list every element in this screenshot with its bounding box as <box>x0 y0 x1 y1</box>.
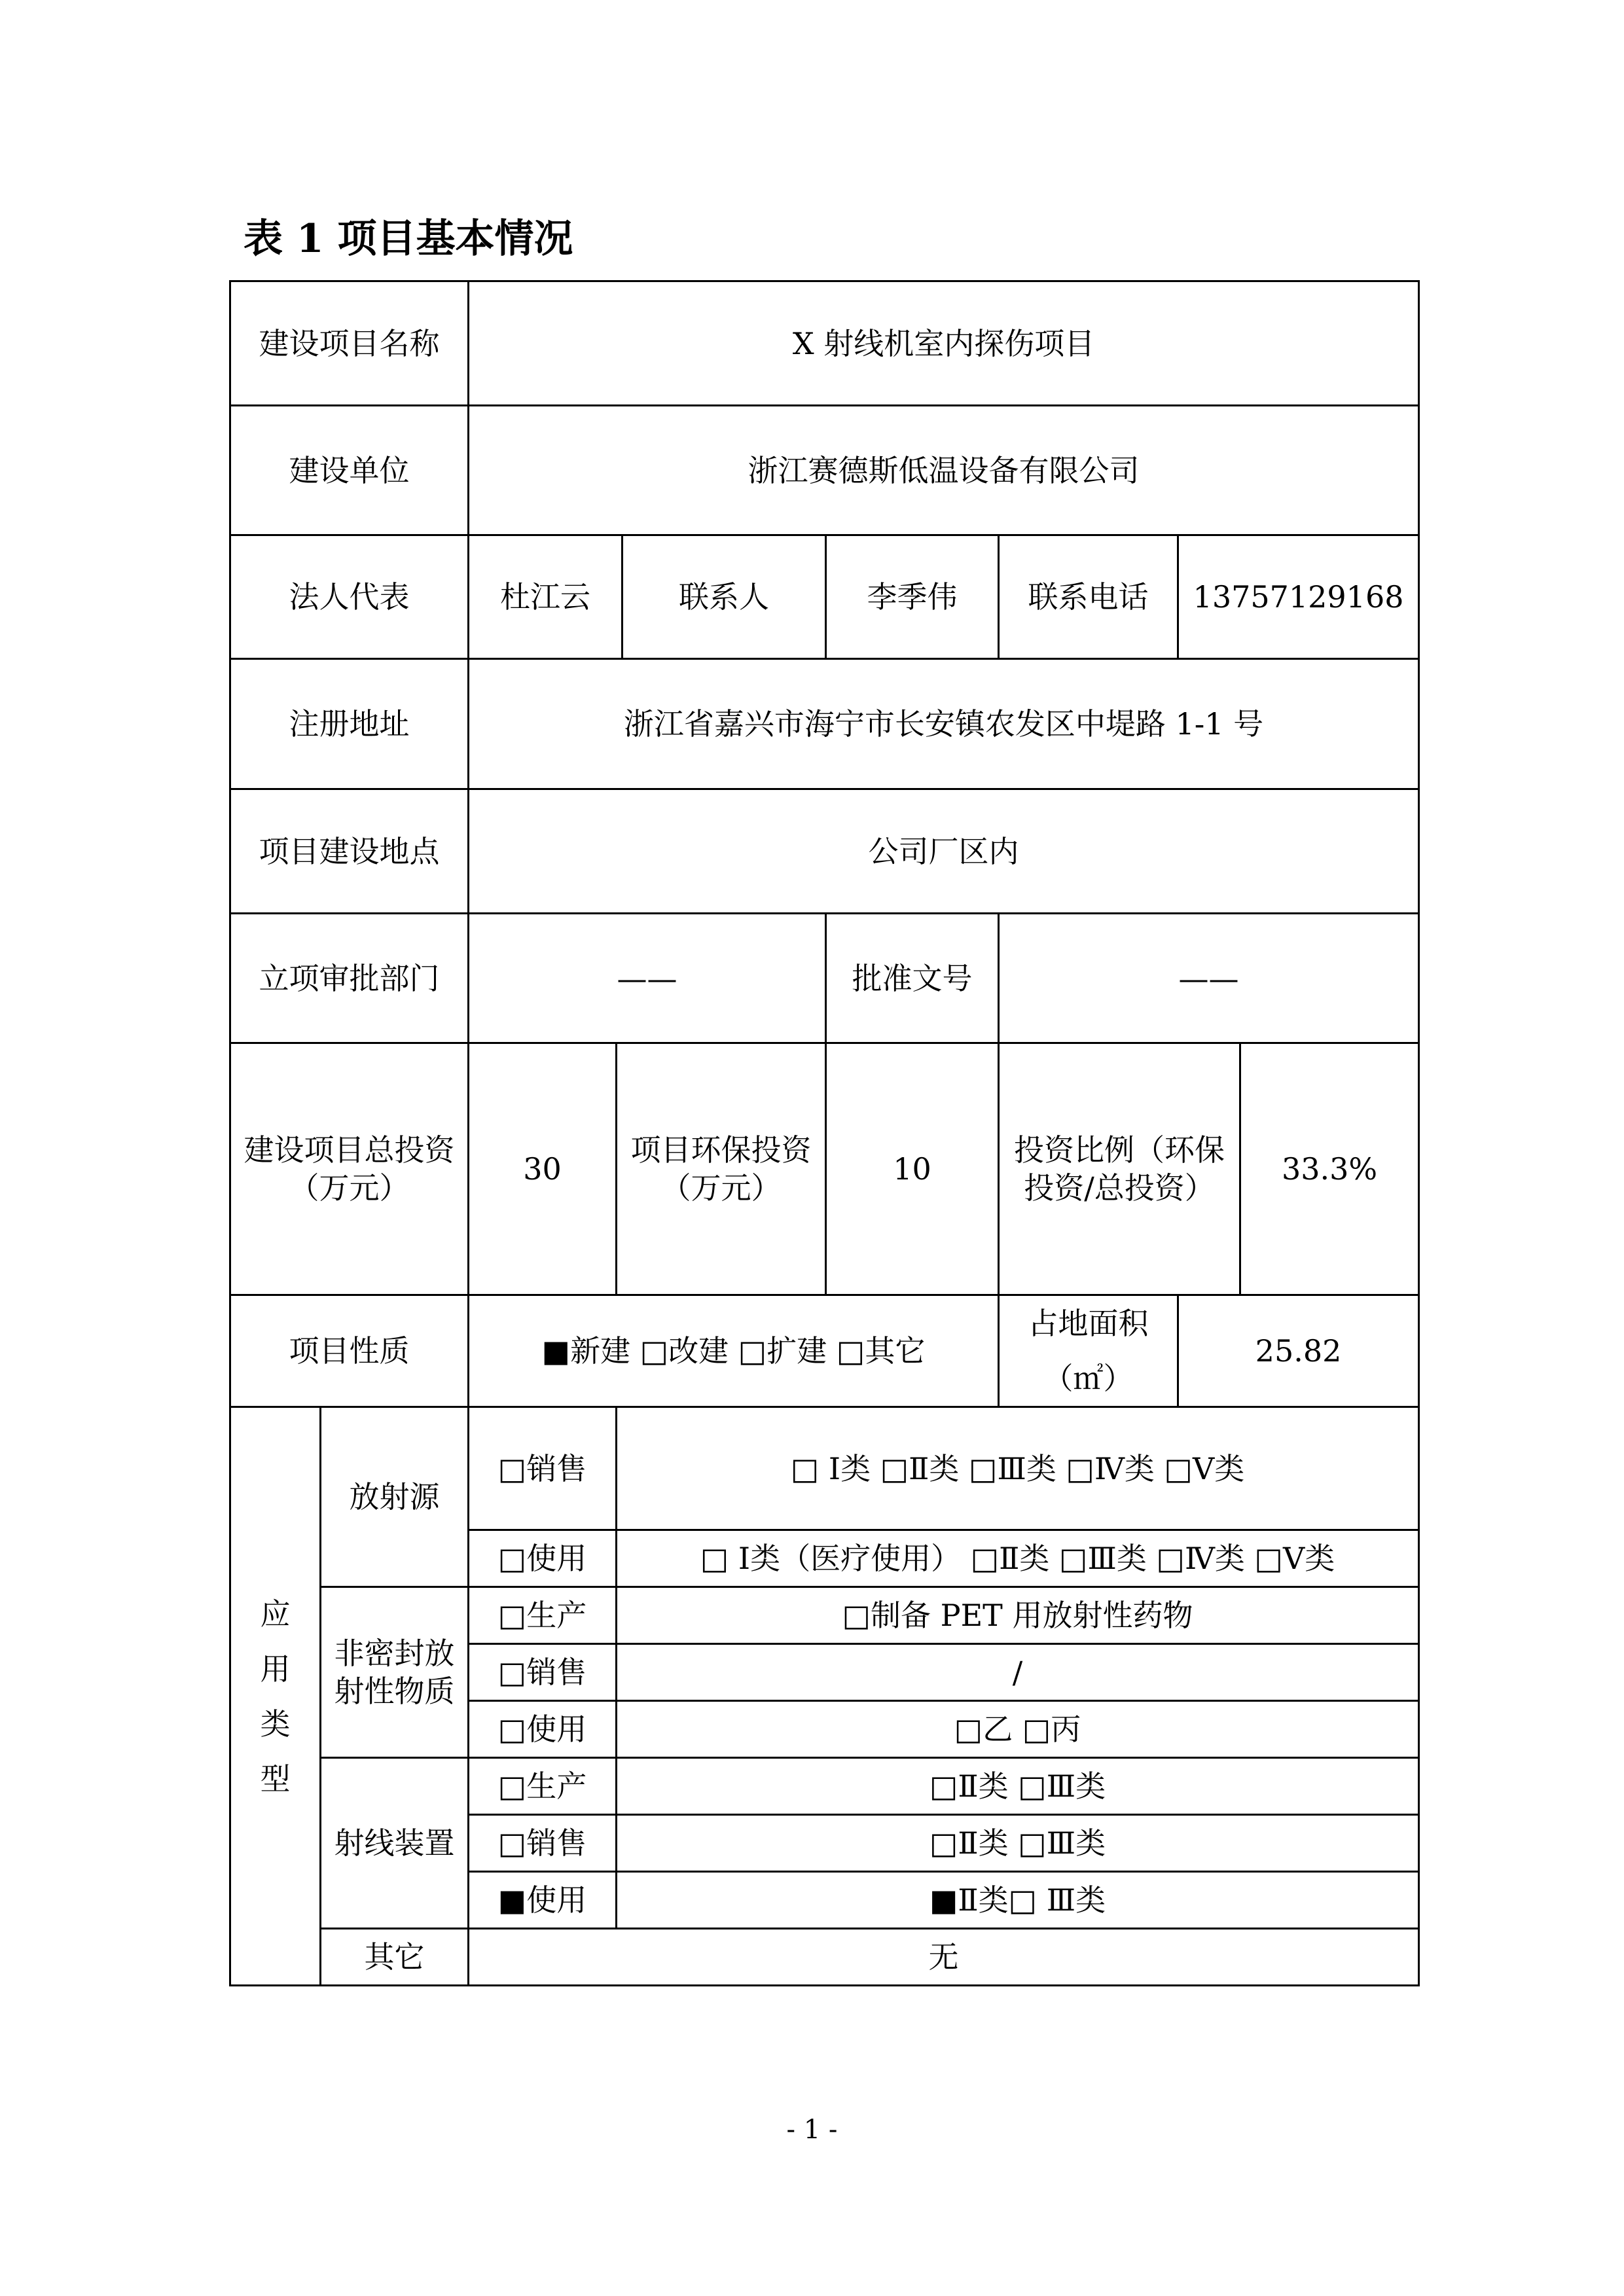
investment-ratio-label: 投资比例（环保投资/总投资） <box>999 1043 1240 1295</box>
row-other <box>230 1929 1419 1986</box>
site-value: 公司厂区内 <box>469 789 1419 914</box>
contact-value: 李季伟 <box>826 535 999 659</box>
source-use-classes: □ Ⅰ类（医疗使用） □Ⅱ类 □Ⅲ类 □Ⅳ类 □Ⅴ类 <box>617 1530 1419 1587</box>
env-investment-label: 项目环保投资（万元） <box>617 1043 826 1295</box>
site-label: 项目建设地点 <box>230 789 469 914</box>
row-unit <box>230 406 1419 535</box>
approval-label: 立项审批部门 <box>230 914 469 1043</box>
device-produce-option: □生产 <box>469 1758 617 1815</box>
unsealed-use-classes: □乙 □丙 <box>617 1701 1419 1758</box>
approval-value: —— <box>469 914 826 1043</box>
row-approval <box>230 914 1419 1043</box>
row-address <box>230 659 1419 789</box>
application-type-text: 应用类型 <box>260 1596 291 1797</box>
unsealed-produce-classes: □制备 PET 用放射性药物 <box>617 1587 1419 1644</box>
unsealed-produce-option: □生产 <box>469 1587 617 1644</box>
project-name-label: 建设项目名称 <box>230 281 469 406</box>
application-type-label <box>230 1407 321 1986</box>
device-sell-option: □销售 <box>469 1815 617 1872</box>
source-label: 放射源 <box>321 1407 469 1587</box>
page-number: - 1 - <box>786 2115 838 2145</box>
other-value: 无 <box>469 1929 1419 1986</box>
device-use-classes: ■Ⅱ类□ Ⅲ类 <box>617 1872 1419 1929</box>
area-value: 25.82 <box>1178 1295 1419 1407</box>
row-source-sell <box>230 1407 1419 1530</box>
row-project-name <box>230 281 1419 406</box>
source-sell-classes: □ Ⅰ类 □Ⅱ类 □Ⅲ类 □Ⅳ类 □Ⅴ类 <box>617 1407 1419 1530</box>
total-investment-label: 建设项目总投资（万元） <box>230 1043 469 1295</box>
row-unsealed-produce <box>230 1587 1419 1644</box>
nature-options: ■新建 □改建 □扩建 □其它 <box>469 1295 999 1407</box>
row-site <box>230 789 1419 914</box>
address-value: 浙江省嘉兴市海宁市长安镇农发区中堤路 1-1 号 <box>469 659 1419 789</box>
device-use-option: ■使用 <box>469 1872 617 1929</box>
doc-number-value: —— <box>999 914 1419 1043</box>
project-name-value: X 射线机室内探伤项目 <box>469 281 1419 406</box>
device-produce-classes: □Ⅱ类 □Ⅲ类 <box>617 1758 1419 1815</box>
unit-label: 建设单位 <box>230 406 469 535</box>
phone-value: 13757129168 <box>1178 535 1419 659</box>
project-info-table <box>229 280 1418 1975</box>
unsealed-sell-classes: / <box>617 1644 1419 1701</box>
device-sell-classes: □Ⅱ类 □Ⅲ类 <box>617 1815 1419 1872</box>
source-sell-option: □销售 <box>469 1407 617 1530</box>
row-investment <box>230 1043 1419 1295</box>
legal-value: 杜江云 <box>469 535 623 659</box>
row-nature <box>230 1295 1419 1407</box>
source-use-option: □使用 <box>469 1530 617 1587</box>
env-investment-value: 10 <box>826 1043 999 1295</box>
address-label: 注册地址 <box>230 659 469 789</box>
contact-label: 联系人 <box>623 535 826 659</box>
row-device-produce <box>230 1758 1419 1815</box>
area-label: 占地面积（㎡） <box>999 1295 1178 1407</box>
unsealed-label: 非密封放射性物质 <box>321 1587 469 1758</box>
doc-number-label: 批准文号 <box>826 914 999 1043</box>
unsealed-sell-option: □销售 <box>469 1644 617 1701</box>
row-legal <box>230 535 1419 659</box>
device-label: 射线装置 <box>321 1758 469 1929</box>
unsealed-use-option: □使用 <box>469 1701 617 1758</box>
investment-ratio-value: 33.3% <box>1240 1043 1419 1295</box>
total-investment-value: 30 <box>469 1043 617 1295</box>
document-title: 表 1 项目基本情况 <box>244 216 573 262</box>
nature-label: 项目性质 <box>230 1295 469 1407</box>
legal-label: 法人代表 <box>230 535 469 659</box>
unit-value: 浙江赛德斯低温设备有限公司 <box>469 406 1419 535</box>
other-label: 其它 <box>321 1929 469 1986</box>
phone-label: 联系电话 <box>999 535 1178 659</box>
